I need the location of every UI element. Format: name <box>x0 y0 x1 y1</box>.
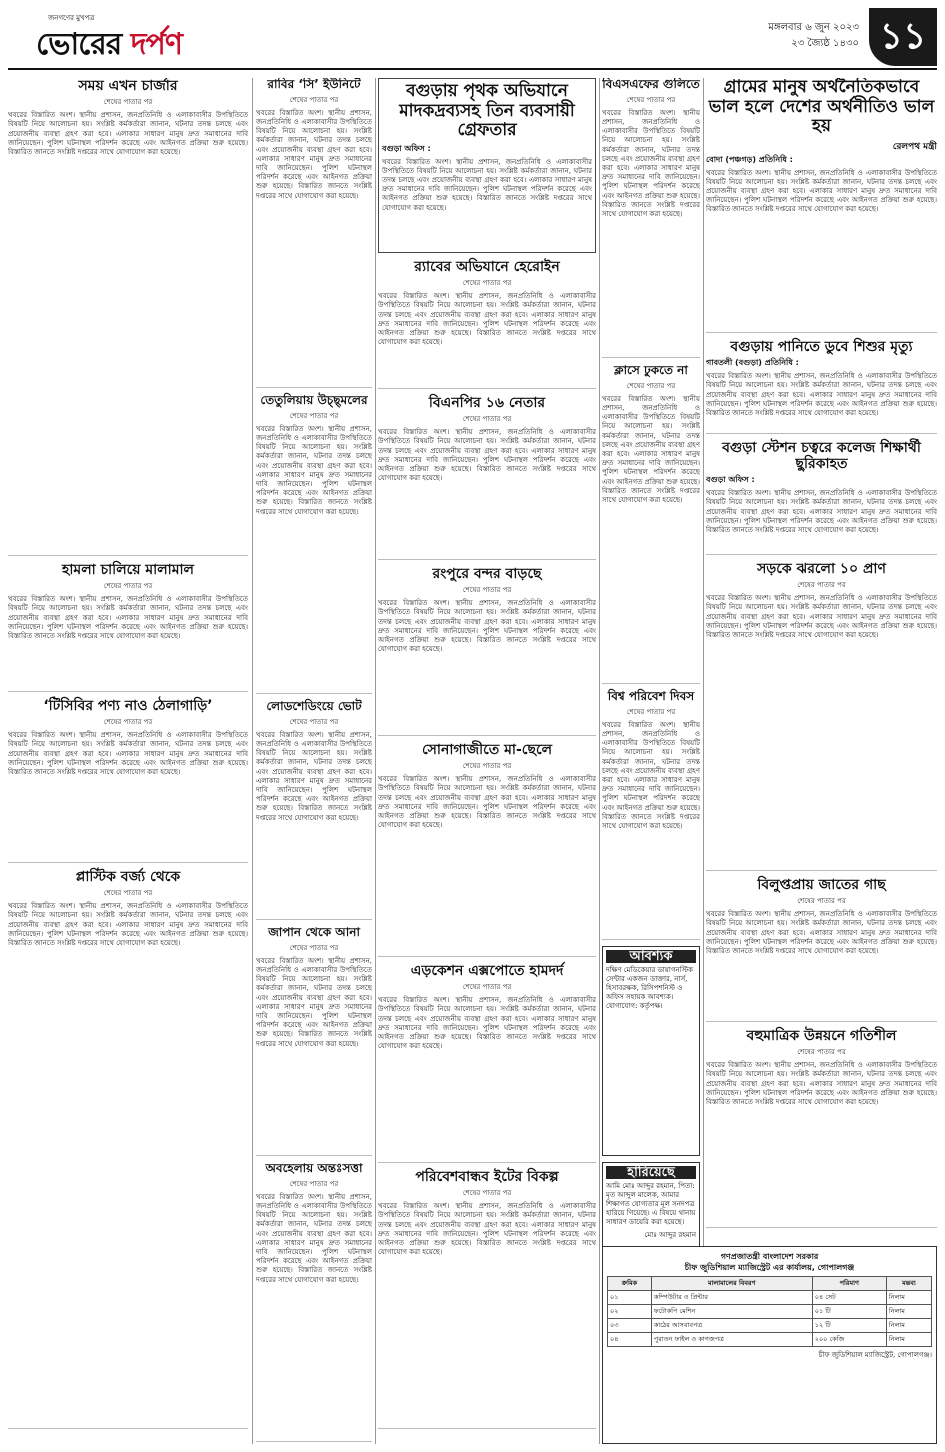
column-5 <box>706 78 937 1444</box>
continuation-label: শেষের পাতার পর <box>289 943 339 952</box>
news-story[interactable] <box>256 394 372 694</box>
news-story[interactable] <box>378 963 596 1163</box>
story-body: খবরের বিস্তারিত অংশ। স্থানীয় প্রশাসন, জনপ্রতিনিধি ও এলাকাবাসীর উপস্থিতিতে বিষয়টি নিয়ে আলোচনা হয়। সংশ্লিষ্ট কর্মকর্তারা জানান, ঘটনার তদন্ত চলছে এবং প্রয়োজনীয় ব্যবস্থা গ্রহণ করা হবে। এলাকার সাধারণ মানুষ দ্রুত সমাধানের দাবি জানিয়েছেন। পুলিশ ঘটনাস্থল পরিদর্শন করেছে এবং আইনগত প্রক্রিয়া শুরু হয়েছে। বিস্তারিত জানতে সংশ্লিষ্ট দপ্তরের সাথে যোগাযোগ করা হয়েছে। <box>256 424 372 516</box>
story-byline: বগুড়া অফিস : <box>382 143 431 153</box>
table-cell: ০২ <box>608 1305 652 1319</box>
story-headline: বগুড়ায় পানিতে ডুবে শিশুর মৃত্যু <box>730 339 913 355</box>
date-bangla: ২৩ জ্যৈষ্ঠ ১৪৩০ <box>791 38 859 49</box>
continuation-label: শেষের পাতার পর <box>797 581 846 590</box>
story-headline: এড়কেশন এক্সপোতে হামদর্দ <box>410 963 564 979</box>
story-body: খবরের বিস্তারিত অংশ। স্থানীয় প্রশাসন, জনপ্রতিনিধি ও এলাকাবাসীর উপস্থিতিতে বিষয়টি নিয়ে আলোচনা হয়। সংশ্লিষ্ট কর্মকর্তারা জানান, ঘটনার তদন্ত চলছে এবং প্রয়োজনীয় ব্যবস্থা গ্রহণ করা হবে। এলাকার সাধারণ মানুষ দ্রুত সমাধানের দাবি জানিয়েছেন। পুলিশ ঘটনাস্থল পরিদর্শন করেছে এবং আইনগত প্রক্রিয়া শুরু হয়েছে। বিস্তারিত জানতে সংশ্লিষ্ট দপ্তরের সাথে যোগাযোগ করা হয়েছে। <box>256 730 372 822</box>
lost-notice-text: আমি মোঃ আব্দুর রহমান, পিতা: মৃত আব্দুল মালেক, আমার শিক্ষাগত যোগ্যতার মূল সনদপত্র হারিয়ে গিয়েছে। এ বিষয়ে থানায় সাধারণ ডায়েরি করা হয়েছে। <box>606 1182 696 1226</box>
column-1 <box>8 78 248 1444</box>
story-headline: হামলা চালিয়ে মালামাল <box>62 562 194 578</box>
news-story[interactable] <box>706 339 937 434</box>
table-row <box>608 1333 932 1347</box>
continuation-label: শেষের পাতার পর <box>462 762 512 771</box>
story-headline: তেতুলিয়ায় উচ্ছ্মলের <box>260 393 368 407</box>
story-body: খবরের বিস্তারিত অংশ। স্থানীয় প্রশাসন, জনপ্রতিনিধি ও এলাকাবাসীর উপস্থিতিতে বিষয়টি নিয়ে আলোচনা হয়। সংশ্লিষ্ট কর্মকর্তারা জানান, ঘটনার তদন্ত চলছে এবং প্রয়োজনীয় ব্যবস্থা গ্রহণ করা হবে। এলাকার সাধারণ মানুষ দ্রুত সমাধানের দাবি জানিয়েছেন। পুলিশ ঘটনাস্থল পরিদর্শন করেছে এবং আইনগত প্রক্রিয়া শুরু হয়েছে। বিস্তারিত জানতে সংশ্লিষ্ট দপ্তরের সাথে যোগাযোগ করা হয়েছে। <box>378 775 596 830</box>
story-body: খবরের বিস্তারিত অংশ। স্থানীয় প্রশাসন, জনপ্রতিনিধি ও এলাকাবাসীর উপস্থিতিতে বিষয়টি নিয়ে আলোচনা হয়। সংশ্লিষ্ট কর্মকর্তারা জানান, ঘটনার তদন্ত চলছে এবং প্রয়োজনীয় ব্যবস্থা গ্রহণ করা হবে। এলাকার সাধারণ মানুষ দ্রুত সমাধানের দাবি জানিয়েছেন। পুলিশ ঘটনাস্থল পরিদর্শন করেছে এবং আইনগত প্রক্রিয়া শুরু হয়েছে। বিস্তারিত জানতে সংশ্লিষ্ট দপ্তরের সাথে যোগাযোগ করা হয়েছে। <box>256 1192 372 1284</box>
story-subhead: রেলপথ মন্ত্রী <box>892 141 937 152</box>
wanted-ad[interactable] <box>602 946 700 1156</box>
story-headline: সড়কে ঝরলো ১০ প্রাণ <box>757 561 886 577</box>
news-story[interactable] <box>256 1162 372 1442</box>
continuation-label: শেষের পাতার পর <box>103 889 153 898</box>
news-story[interactable] <box>602 690 700 940</box>
column-4 <box>602 78 700 1444</box>
story-body: খবরের বিস্তারিত অংশ। স্থানীয় প্রশাসন, জনপ্রতিনিধি ও এলাকাবাসীর উপস্থিতিতে বিষয়টি নিয়ে আলোচনা হয়। সংশ্লিষ্ট কর্মকর্তারা জানান, ঘটনার তদন্ত চলছে এবং প্রয়োজনীয় ব্যবস্থা গ্রহণ করা হবে। এলাকার সাধারণ মানুষ দ্রুত সমাধানের দাবি জানিয়েছেন। পুলিশ ঘটনাস্থল পরিদর্শন করেছে এবং আইনগত প্রক্রিয়া শুরু হয়েছে। বিস্তারিত জানতে সংশ্লিষ্ট দপ্তরের সাথে যোগাযোগ করা হয়েছে। <box>378 1202 596 1257</box>
story-headline: র‍্যাবের অভিযানে হেরোইন <box>414 259 560 275</box>
story-body: খবরের বিস্তারিত অংশ। স্থানীয় প্রশাসন, জনপ্রতিনিধি ও এলাকাবাসীর উপস্থিতিতে বিষয়টি নিয়ে আলোচনা হয়। সংশ্লিষ্ট কর্মকর্তারা জানান, ঘটনার তদন্ত চলছে এবং প্রয়োজনীয় ব্যবস্থা গ্রহণ করা হবে। এলাকার সাধারণ মানুষ দ্রুত সমাধানের দাবি জানিয়েছেন। পুলিশ ঘটনাস্থল পরিদর্শন করেছে এবং আইনগত প্রক্রিয়া শুরু হয়েছে। বিস্তারিত জানতে সংশ্লিষ্ট দপ্তরের সাথে যোগাযোগ করা হয়েছে। <box>706 168 937 214</box>
masthead <box>8 8 937 70</box>
story-headline: গ্রামের মানুষ অর্থনৈতিকভাবে ভাল হলে দেশের অর্থনীতিও ভাল হয় <box>708 78 935 137</box>
story-headline: অবহেলায় অন্তঃসত্তা <box>265 1161 363 1175</box>
continuation-label: শেষের পাতার পর <box>462 983 512 992</box>
story-headline: বিএনপির ১৬ নেতার <box>428 395 546 411</box>
news-story[interactable] <box>8 78 248 556</box>
news-story[interactable] <box>602 78 700 358</box>
news-story[interactable] <box>256 926 372 1156</box>
continuation-label: শেষের পাতার পর <box>103 718 153 727</box>
table-cell: নিলাম <box>886 1333 931 1347</box>
continuation-label: শেষের পাতার পর <box>103 582 153 591</box>
news-story[interactable] <box>8 562 248 692</box>
continuation-label: শেষের পাতার পর <box>289 717 339 726</box>
story-body: খবরের বিস্তারিত অংশ। স্থানীয় প্রশাসন, জনপ্রতিনিধি ও এলাকাবাসীর উপস্থিতিতে বিষয়টি নিয়ে আলোচনা হয়। সংশ্লিষ্ট কর্মকর্তারা জানান, ঘটনার তদন্ত চলছে এবং প্রয়োজনীয় ব্যবস্থা গ্রহণ করা হবে। এলাকার সাধারণ মানুষ দ্রুত সমাধানের দাবি জানিয়েছেন। পুলিশ ঘটনাস্থল পরিদর্শন করেছে এবং আইনগত প্রক্রিয়া শুরু হয়েছে। বিস্তারিত জানতে সংশ্লিষ্ট দপ্তরের সাথে যোগাযোগ করা হয়েছে। <box>378 428 596 483</box>
continuation-label: শেষের পাতার পর <box>289 95 339 104</box>
story-body: খবরের বিস্তারিত অংশ। স্থানীয় প্রশাসন, জনপ্রতিনিধি ও এলাকাবাসীর উপস্থিতিতে বিষয়টি নিয়ে আলোচনা হয়। সংশ্লিষ্ট কর্মকর্তারা জানান, ঘটনার তদন্ত চলছে এবং প্রয়োজনীয় ব্যবস্থা গ্রহণ করা হবে। এলাকার সাধারণ মানুষ দ্রুত সমাধানের দাবি জানিয়েছেন। পুলিশ ঘটনাস্থল পরিদর্শন করেছে এবং আইনগত প্রক্রিয়া শুরু হয়েছে। বিস্তারিত জানতে সংশ্লিষ্ট দপ্তরের সাথে যোগাযোগ করা হয়েছে। <box>8 902 248 947</box>
wanted-ad-title: আবশ্যক <box>606 950 696 963</box>
continuation-label: শেষের পাতার পর <box>797 1048 846 1057</box>
story-body: খবরের বিস্তারিত অংশ। স্থানীয় প্রশাসন, জনপ্রতিনিধি ও এলাকাবাসীর উপস্থিতিতে বিষয়টি নিয়ে আলোচনা হয়। সংশ্লিষ্ট কর্মকর্তারা জানান, ঘটনার তদন্ত চলছে এবং প্রয়োজনীয় ব্যবস্থা গ্রহণ করা হবে। এলাকার সাধারণ মানুষ দ্রুত সমাধানের দাবি জানিয়েছেন। পুলিশ ঘটনাস্থল পরিদর্শন করেছে এবং আইনগত প্রক্রিয়া শুরু হয়েছে। বিস্তারিত জানতে সংশ্লিষ্ট দপ্তরের সাথে যোগাযোগ করা হয়েছে। <box>602 108 700 219</box>
story-body: খবরের বিস্তারিত অংশ। স্থানীয় প্রশাসন, জনপ্রতিনিধি ও এলাকাবাসীর উপস্থিতিতে বিষয়টি নিয়ে আলোচনা হয়। সংশ্লিষ্ট কর্মকর্তারা জানান, ঘটনার তদন্ত চলছে এবং প্রয়োজনীয় ব্যবস্থা গ্রহণ করা হবে। এলাকার সাধারণ মানুষ দ্রুত সমাধানের দাবি জানিয়েছেন। পুলিশ ঘটনাস্থল পরিদর্শন করেছে এবং আইনগত প্রক্রিয়া শুরু হয়েছে। বিস্তারিত জানতে সংশ্লিষ্ট দপ্তরের সাথে যোগাযোগ করা হয়েছে। <box>602 394 700 505</box>
story-headline: ‘টিসিবির পণ্য নাও ঠেলাগাড়ি’ <box>43 698 213 714</box>
news-story[interactable] <box>256 700 372 920</box>
continuation-label: শেষের পাতার পর <box>797 897 846 906</box>
story-headline: জাপান থেকে আনা <box>268 925 360 939</box>
issue-date <box>768 20 859 52</box>
logo-word-2: দর্পণ <box>121 27 183 62</box>
continuation-label: শেষের পাতার পর <box>626 381 676 390</box>
story-body: খবরের বিস্তারিত অংশ। স্থানীয় প্রশাসন, জনপ্রতিনিধি ও এলাকাবাসীর উপস্থিতিতে বিষয়টি নিয়ে আলোচনা হয়। সংশ্লিষ্ট কর্মকর্তারা জানান, ঘটনার তদন্ত চলছে এবং প্রয়োজনীয় ব্যবস্থা গ্রহণ করা হবে। এলাকার সাধারণ মানুষ দ্রুত সমাধানের দাবি জানিয়েছেন। পুলিশ ঘটনাস্থল পরিদর্শন করেছে এবং আইনগত প্রক্রিয়া শুরু হয়েছে। বিস্তারিত জানতে সংশ্লিষ্ট দপ্তরের সাথে যোগাযোগ করা হয়েছে। <box>706 594 937 639</box>
news-story[interactable] <box>706 440 937 555</box>
story-byline: গাবতলী (বগুড়া) প্রতিনিধি : <box>706 358 799 368</box>
continuation-label: শেষের পাতার পর <box>462 1189 512 1198</box>
story-body: খবরের বিস্তারিত অংশ। স্থানীয় প্রশাসন, জনপ্রতিনিধি ও এলাকাবাসীর উপস্থিতিতে বিষয়টি নিয়ে আলোচনা হয়। সংশ্লিষ্ট কর্মকর্তারা জানান, ঘটনার তদন্ত চলছে এবং প্রয়োজনীয় ব্যবস্থা গ্রহণ করা হবে। এলাকার সাধারণ মানুষ দ্রুত সমাধানের দাবি জানিয়েছেন। পুলিশ ঘটনাস্থল পরিদর্শন করেছে এবং আইনগত প্রক্রিয়া শুরু হয়েছে। বিস্তারিত জানতে সংশ্লিষ্ট দপ্তরের সাথে যোগাযোগ করা হয়েছে। <box>602 720 700 831</box>
news-story-lead[interactable] <box>706 78 937 333</box>
story-body: খবরের বিস্তারিত অংশ। স্থানীয় প্রশাসন, জনপ্রতিনিধি ও এলাকাবাসীর উপস্থিতিতে বিষয়টি নিয়ে আলোচনা হয়। সংশ্লিষ্ট কর্মকর্তারা জানান, ঘটনার তদন্ত চলছে এবং প্রয়োজনীয় ব্যবস্থা গ্রহণ করা হবে। এলাকার সাধারণ মানুষ দ্রুত সমাধানের দাবি জানিয়েছেন। পুলিশ ঘটনাস্থল পরিদর্শন করেছে এবং আইনগত প্রক্রিয়া শুরু হয়েছে। বিস্তারিত জানতে সংশ্লিষ্ট দপ্তরের সাথে যোগাযোগ করা হয়েছে। <box>706 910 937 955</box>
story-headline: প্লাস্টিক বর্জ্য থেকে <box>75 869 181 885</box>
table-cell: ২০০ কেজি <box>812 1333 886 1347</box>
column-2 <box>256 78 372 1444</box>
continuation-label: শেষের পাতার পর <box>103 98 153 107</box>
story-body: খবরের বিস্তারিত অংশ। স্থানীয় প্রশাসন, জনপ্রতিনিধি ও এলাকাবাসীর উপস্থিতিতে বিষয়টি নিয়ে আলোচনা হয়। সংশ্লিষ্ট কর্মকর্তারা জানান, ঘটনার তদন্ত চলছে এবং প্রয়োজনীয় ব্যবস্থা গ্রহণ করা হবে। এলাকার সাধারণ মানুষ দ্রুত সমাধানের দাবি জানিয়েছেন। পুলিশ ঘটনাস্থল পরিদর্শন করেছে এবং আইনগত প্রক্রিয়া শুরু হয়েছে। বিস্তারিত জানতে সংশ্লিষ্ট দপ্তরের সাথে যোগাযোগ করা হয়েছে। <box>706 1061 937 1106</box>
page-number: ১১ <box>869 8 937 66</box>
story-headline: বিশ্ব পরিবেশ দিবস <box>607 689 695 703</box>
continuation-label: শেষের পাতার পর <box>462 279 512 288</box>
table-cell: ০৪ <box>608 1333 652 1347</box>
lost-notice-signature: মোঃ আব্দুর রহমান <box>644 1231 696 1239</box>
news-story[interactable] <box>378 395 596 560</box>
story-headline: লোডশেডিংয়ে ভোট <box>266 699 362 713</box>
news-story[interactable] <box>256 78 372 388</box>
table-cell: ফটোকপি মেশিন <box>651 1305 812 1319</box>
table-cell: ১২ টি <box>812 1319 886 1333</box>
story-body: খবরের বিস্তারিত অংশ। স্থানীয় প্রশাসন, জনপ্রতিনিধি ও এলাকাবাসীর উপস্থিতিতে বিষয়টি নিয়ে আলোচনা হয়। সংশ্লিষ্ট কর্মকর্তারা জানান, ঘটনার তদন্ত চলছে এবং প্রয়োজনীয় ব্যবস্থা গ্রহণ করা হবে। এলাকার সাধারণ মানুষ দ্রুত সমাধানের দাবি জানিয়েছেন। পুলিশ ঘটনাস্থল পরিদর্শন করেছে এবং আইনগত প্রক্রিয়া শুরু হয়েছে। বিস্তারিত জানতে সংশ্লিষ্ট দপ্তরের সাথে যোগাযোগ করা হয়েছে। <box>378 599 596 654</box>
tender-notice[interactable] <box>602 1246 937 1444</box>
continuation-label: শেষের পাতার পর <box>462 586 512 595</box>
table-cell: ০৩ <box>608 1319 652 1333</box>
table-row <box>608 1291 932 1305</box>
story-body: খবরের বিস্তারিত অংশ। স্থানীয় প্রশাসন, জনপ্রতিনিধি ও এলাকাবাসীর উপস্থিতিতে বিষয়টি নিয়ে আলোচনা হয়। সংশ্লিষ্ট কর্মকর্তারা জানান, ঘটনার তদন্ত চলছে এবং প্রয়োজনীয় ব্যবস্থা গ্রহণ করা হবে। এলাকার সাধারণ মানুষ দ্রুত সমাধানের দাবি জানিয়েছেন। পুলিশ ঘটনাস্থল পরিদর্শন করেছে এবং আইনগত প্রক্রিয়া শুরু হয়েছে। বিস্তারিত জানতে সংশ্লিষ্ট দপ্তরের সাথে যোগাযোগ করা হয়েছে। <box>8 595 248 640</box>
news-story[interactable] <box>378 259 596 389</box>
table-cell: ০৪ সেট <box>812 1291 886 1305</box>
continuation-label: শেষের পাতার পর <box>626 707 676 716</box>
continuation-label: শেষের পাতার পর <box>626 95 676 104</box>
news-story[interactable] <box>706 877 937 1022</box>
continuation-label: শেষের পাতার পর <box>289 411 339 420</box>
tender-gov-line: গণপ্রজাতন্ত্রী বাংলাদেশ সরকার <box>720 1252 819 1261</box>
table-cell: কম্পিউটার ও প্রিন্টার <box>651 1291 812 1305</box>
continuation-label: শেষের পাতার পর <box>462 415 512 424</box>
logo-word-1: ভোরের <box>36 27 122 62</box>
news-story[interactable] <box>706 1028 937 1228</box>
story-headline: ক্লাসে ঢুকতে না <box>614 363 688 377</box>
story-headline: সময় এখন চার্জার <box>78 78 178 94</box>
story-headline: বিএসএফের গুলিতে <box>602 78 700 91</box>
story-body: খবরের বিস্তারিত অংশ। স্থানীয় প্রশাসন, জনপ্রতিনিধি ও এলাকাবাসীর উপস্থিতিতে বিষয়টি নিয়ে আলোচনা হয়। সংশ্লিষ্ট কর্মকর্তারা জানান, ঘটনার তদন্ত চলছে এবং প্রয়োজনীয় ব্যবস্থা গ্রহণ করা হবে। এলাকার সাধারণ মানুষ দ্রুত সমাধানের দাবি জানিয়েছেন। পুলিশ ঘটনাস্থল পরিদর্শন করেছে এবং আইনগত প্রক্রিয়া শুরু হয়েছে। বিস্তারিত জানতে সংশ্লিষ্ট দপ্তরের সাথে যোগাযোগ করা হয়েছে। <box>256 108 372 200</box>
tender-header: মালামালের বিবরণ <box>651 1277 812 1291</box>
story-headline: রংপুরে বন্দর বাড়ছে <box>432 566 542 582</box>
story-body: খবরের বিস্তারিত অংশ। স্থানীয় প্রশাসন, জনপ্রতিনিধি ও এলাকাবাসীর উপস্থিতিতে বিষয়টি নিয়ে আলোচনা হয়। সংশ্লিষ্ট কর্মকর্তারা জানান, ঘটনার তদন্ত চলছে এবং প্রয়োজনীয় ব্যবস্থা গ্রহণ করা হবে। এলাকার সাধারণ মানুষ দ্রুত সমাধানের দাবি জানিয়েছেন। পুলিশ ঘটনাস্থল পরিদর্শন করেছে এবং আইনগত প্রক্রিয়া শুরু হয়েছে। বিস্তারিত জানতে সংশ্লিষ্ট দপ্তরের সাথে যোগাযোগ করা হয়েছে। <box>706 372 937 417</box>
story-body: খবরের বিস্তারিত অংশ। স্থানীয় প্রশাসন, জনপ্রতিনিধি ও এলাকাবাসীর উপস্থিতিতে বিষয়টি নিয়ে আলোচনা হয়। সংশ্লিষ্ট কর্মকর্তারা জানান, ঘটনার তদন্ত চলছে এবং প্রয়োজনীয় ব্যবস্থা গ্রহণ করা হবে। এলাকার সাধারণ মানুষ দ্রুত সমাধানের দাবি জানিয়েছেন। পুলিশ ঘটনাস্থল পরিদর্শন করেছে এবং আইনগত প্রক্রিয়া শুরু হয়েছে। বিস্তারিত জানতে সংশ্লিষ্ট দপ্তরের সাথে যোগাযোগ করা হয়েছে। <box>378 996 596 1051</box>
story-headline: বহুমাত্রিক উন্নয়নে গতিশীল <box>746 1028 897 1044</box>
story-body: খবরের বিস্তারিত অংশ। স্থানীয় প্রশাসন, জনপ্রতিনিধি ও এলাকাবাসীর উপস্থিতিতে বিষয়টি নিয়ে আলোচনা হয়। সংশ্লিষ্ট কর্মকর্তারা জানান, ঘটনার তদন্ত চলছে এবং প্রয়োজনীয় ব্যবস্থা গ্রহণ করা হবে। এলাকার সাধারণ মানুষ দ্রুত সমাধানের দাবি জানিয়েছেন। পুলিশ ঘটনাস্থল পরিদর্শন করেছে এবং আইনগত প্রক্রিয়া শুরু হয়েছে। বিস্তারিত জানতে সংশ্লিষ্ট দপ্তরের সাথে যোগাযোগ করা হয়েছে। <box>706 489 937 534</box>
column-rule <box>599 78 600 1444</box>
tender-header: পরিমাণ <box>812 1277 886 1291</box>
story-headline: বগুড়ায় পৃথক অভিযানে মাদকদ্রব্যসহ তিন ব্যবসায়ী গ্রেফতার <box>399 81 575 141</box>
story-headline: পরিবেশবান্ধব ইটের বিকল্প <box>415 1169 559 1185</box>
story-body: খবরের বিস্তারিত অংশ। স্থানীয় প্রশাসন, জনপ্রতিনিধি ও এলাকাবাসীর উপস্থিতিতে বিষয়টি নিয়ে আলোচনা হয়। সংশ্লিষ্ট কর্মকর্তারা জানান, ঘটনার তদন্ত চলছে এবং প্রয়োজনীয় ব্যবস্থা গ্রহণ করা হবে। এলাকার সাধারণ মানুষ দ্রুত সমাধানের দাবি জানিয়েছেন। পুলিশ ঘটনাস্থল পরিদর্শন করেছে এবং আইনগত প্রক্রিয়া শুরু হয়েছে। বিস্তারিত জানতে সংশ্লিষ্ট দপ্তরের সাথে যোগাযোগ করা হয়েছে। <box>8 731 248 776</box>
tender-header: মন্তব্য <box>886 1277 931 1291</box>
tender-office-line: চীফ জুডিশিয়াল ম্যাজিস্ট্রেট এর কার্যালয়, গোপালগঞ্জ <box>684 1263 855 1272</box>
story-headline: রাবির ‘সি’ ইউনিটে <box>267 78 361 91</box>
news-story[interactable] <box>8 869 248 1429</box>
table-cell: নিলাম <box>886 1305 931 1319</box>
table-cell: ০১ <box>608 1291 652 1305</box>
column-rule <box>703 78 704 1444</box>
story-byline: বগুড়া অফিস : <box>706 475 755 485</box>
table-row <box>608 1319 932 1333</box>
story-headline: বগুড়া স্টেশন চত্বরে কলেজ শিক্ষার্থী ছুরিকাহত <box>722 440 921 473</box>
column-rule <box>252 78 253 1444</box>
column-3 <box>378 78 596 1444</box>
table-cell: কাঠের আসবাবপত্র <box>651 1319 812 1333</box>
news-story[interactable] <box>602 364 700 684</box>
story-body: খবরের বিস্তারিত অংশ। স্থানীয় প্রশাসন, জনপ্রতিনিধি ও এলাকাবাসীর উপস্থিতিতে বিষয়টি নিয়ে আলোচনা হয়। সংশ্লিষ্ট কর্মকর্তারা জানান, ঘটনার তদন্ত চলছে এবং প্রয়োজনীয় ব্যবস্থা গ্রহণ করা হবে। এলাকার সাধারণ মানুষ দ্রুত সমাধানের দাবি জানিয়েছেন। পুলিশ ঘটনাস্থল পরিদর্শন করেছে এবং আইনগত প্রক্রিয়া শুরু হয়েছে। বিস্তারিত জানতে সংশ্লিষ্ট দপ্তরের সাথে যোগাযোগ করা হয়েছে। <box>256 956 372 1048</box>
tender-table <box>607 1276 932 1347</box>
date-gregorian: মঙ্গলবার ৬ জুন ২০২৩ <box>768 22 859 33</box>
table-cell: পুরাতন ফাইল ও কাগজপত্র <box>651 1333 812 1347</box>
story-body: খবরের বিস্তারিত অংশ। স্থানীয় প্রশাসন, জনপ্রতিনিধি ও এলাকাবাসীর উপস্থিতিতে বিষয়টি নিয়ে আলোচনা হয়। সংশ্লিষ্ট কর্মকর্তারা জানান, ঘটনার তদন্ত চলছে এবং প্রয়োজনীয় ব্যবস্থা গ্রহণ করা হবে। এলাকার সাধারণ মানুষ দ্রুত সমাধানের দাবি জানিয়েছেন। পুলিশ ঘটনাস্থল পরিদর্শন করেছে এবং আইনগত প্রক্রিয়া শুরু হয়েছে। বিস্তারিত জানতে সংশ্লিষ্ট দপ্তরের সাথে যোগাযোগ করা হয়েছে। <box>382 157 592 212</box>
tender-header: ক্রমিক <box>608 1277 652 1291</box>
tender-signature: চীফ জুডিশিয়াল ম্যাজিস্ট্রেট, গোপালগঞ্জ। <box>818 1351 932 1359</box>
table-cell: নিলাম <box>886 1319 931 1333</box>
story-byline: বোদা (পঞ্চগড়) প্রতিনিধি : <box>706 154 793 164</box>
story-headline: বিলুপ্তপ্রায় জাতের গাছ <box>757 877 886 893</box>
news-story[interactable] <box>378 742 596 957</box>
news-story[interactable] <box>8 698 248 863</box>
wanted-ad-text: দক্ষিণ মেডিকেয়ার ডায়াগনস্টিক সেন্টার একজন ডাক্তার, নার্স, হিসাবরক্ষক, রিসিপশনিস্ট ও অফিস সহায়ক আবশ্যক। যোগাযোগ: কর্তৃপক্ষ। <box>606 966 693 1010</box>
news-story[interactable] <box>378 566 596 736</box>
lost-notice-title: হারিয়েছে <box>606 1166 696 1179</box>
column-rule <box>375 78 376 1444</box>
continuation-label: শেষের পাতার পর <box>289 1179 339 1188</box>
story-body: খবরের বিস্তারিত অংশ। স্থানীয় প্রশাসন, জনপ্রতিনিধি ও এলাকাবাসীর উপস্থিতিতে বিষয়টি নিয়ে আলোচনা হয়। সংশ্লিষ্ট কর্মকর্তারা জানান, ঘটনার তদন্ত চলছে এবং প্রয়োজনীয় ব্যবস্থা গ্রহণ করা হবে। এলাকার সাধারণ মানুষ দ্রুত সমাধানের দাবি জানিয়েছেন। পুলিশ ঘটনাস্থল পরিদর্শন করেছে এবং আইনগত প্রক্রিয়া শুরু হয়েছে। বিস্তারিত জানতে সংশ্লিষ্ট দপ্তরের সাথে যোগাযোগ করা হয়েছে। <box>8 111 248 156</box>
table-cell: নিলাম <box>886 1291 931 1305</box>
story-body: খবরের বিস্তারিত অংশ। স্থানীয় প্রশাসন, জনপ্রতিনিধি ও এলাকাবাসীর উপস্থিতিতে বিষয়টি নিয়ে আলোচনা হয়। সংশ্লিষ্ট কর্মকর্তারা জানান, ঘটনার তদন্ত চলছে এবং প্রয়োজনীয় ব্যবস্থা গ্রহণ করা হবে। এলাকার সাধারণ মানুষ দ্রুত সমাধানের দাবি জানিয়েছেন। পুলিশ ঘটনাস্থল পরিদর্শন করেছে এবং আইনগত প্রক্রিয়া শুরু হয়েছে। বিস্তারিত জানতে সংশ্লিষ্ট দপ্তরের সাথে যোগাযোগ করা হয়েছে। <box>378 292 596 347</box>
table-row <box>608 1305 932 1319</box>
news-story[interactable] <box>706 561 937 871</box>
masthead-tagline: জনগণের মুখপত্র <box>48 14 95 22</box>
news-story-lead[interactable] <box>378 78 596 253</box>
table-cell: ০১ টি <box>812 1305 886 1319</box>
news-story[interactable] <box>378 1169 596 1429</box>
story-headline: সোনাগাজীতে মা-ছেলে <box>421 742 553 758</box>
newspaper-logo[interactable] <box>36 20 182 71</box>
